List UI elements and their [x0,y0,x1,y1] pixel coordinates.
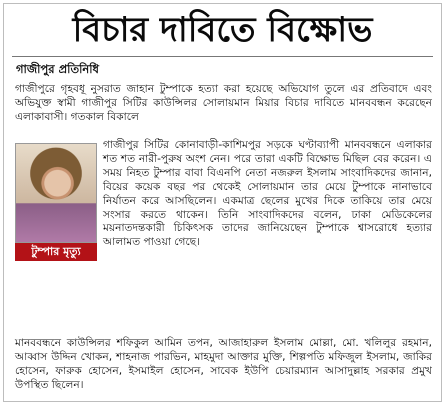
paragraph-2-text: গাজীপুর সিটির কোনাবাড়ী-কাশিমপুর সড়কে ঘণ্টাব্যাপী মানববন্ধনে এলাকার শত শত নারী-পুরুষ অংশ নেন। পরে তারা একটি বিক্ষোভ মিছিল বের করেন। এ সময় নিহত টুম্পার বাবা বিএনপি নেতা নজরুল ইসলাম সাংবাদিকদের জানান, বিয়ের কয়েক বছর পর থেকেই সোলায়মান তার মেয়ে টুম্পাকে নানাভাবে নির্যাতন করে আসছিলেন। একমাত্র ছেলের মুখের দিকে তাকিয়ে তার মেয়ে সংসার করতে থাকেন। তিনি সাংবাদিকদের বলেন, ঢাকা মেডিকেলের ময়নাতদন্তকারী চিকিৎসক তাদের জানিয়েছেন টুম্পাকে শ্বাসরোধে হত্যার আলামত পাওয়া গেছে। [103,139,432,249]
news-clipping [3,3,442,402]
paragraph-2 [15,139,432,263]
headline-divider [12,56,433,57]
paragraph-3: মানববন্ধনে কাউন্সিলর শফিকুল আমিন তপন, আজাহারুল ইসলাম মোল্লা, মো. খলিলুর রহমান, আব্বাস উদ্দিন খোকন, শাহনাজ পারভিন, মাহমুদা আক্তার মুক্তি, শিল্পপতি মফিজুল ইসলাম, জাকির হোসেন, ফারুক হোসেন, ইসমাইল হোসেন, সাবেক ইউপি চেয়ারম্যান আসাদুল্লাহ সরকার প্রমুখ উপস্থিত ছিলেন। [15,337,432,391]
byline: গাজীপুর প্রতিনিধি [16,62,99,76]
headline: বিচার দাবিতে বিক্ষোভ [72,10,373,50]
photo-caption: টুম্পার মৃত্যু [15,243,97,261]
paragraph-1: গাজীপুরে গৃহবধূ নুসরাত জাহান টুম্পাকে হত্যা করা হয়েছে অভিযোগ তুলে এর প্রতিবাদে এবং অভিযুক্ত স্বামী গাজীপুর সিটির কাউন্সিলর সোলায়মান মিয়ার বিচার দাবিতে মানববন্ধন করেছেন এলাকাবাসী। গতকাল বিকালে [15,83,432,123]
portrait-photo [15,143,97,243]
photo-figure [15,143,97,261]
